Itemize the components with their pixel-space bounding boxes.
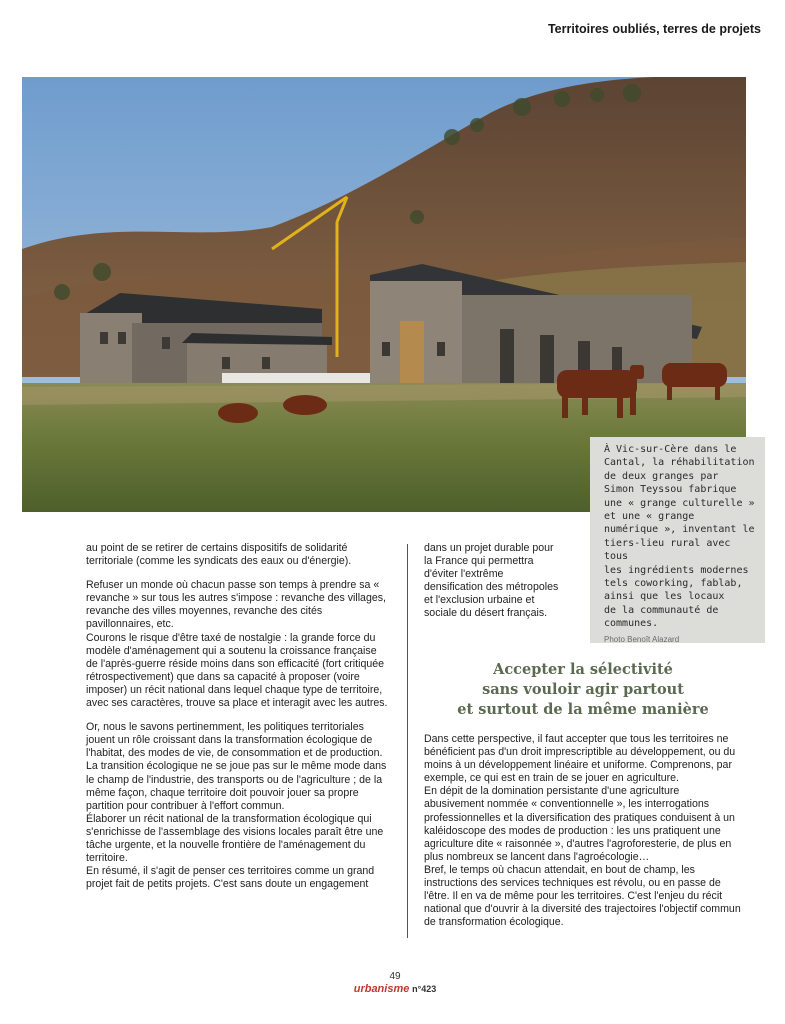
- caption-line: Cantal, la réhabilitation: [604, 457, 755, 469]
- caption-line: de deux granges par: [604, 470, 719, 482]
- magazine-logo: urbanisme: [353, 983, 410, 995]
- paragraph: Dans cette perspective, il faut accepter que tous les territoires ne bénéficient pas d'un droit imprescriptible au développement, ou du moins à un développement linéaire et uniforme. Comprenons, par exemple, ce qui est en train de se jouer en agriculture.: [424, 733, 736, 785]
- paragraph: Or, nous le savons pertinemment, les politiques territoriales jouent un rôle croissant dans la transformation écologique de l'habitat, des modes de vie, de consommation et de production. La transition écologique ne se joue pas sur le même mode dans le champ de l'industrie, des transports ou de l'agriculture ; de la même façon, chaque territoire doit pouvoir jouer sa propre partition pour contribuer à l'effort commun.: [86, 721, 387, 812]
- caption-line: tiers-lieu rural avec tous: [604, 537, 731, 563]
- caption-line: tels coworking, fablab,: [604, 578, 743, 590]
- right-column: [424, 733, 742, 929]
- middle-column: [424, 542, 564, 621]
- paragraph: Bref, le temps où chacun attendait, en bout de champ, les instructions des services techniques est révolu, ou en passe de l'être. Il en va de même pour les territoires. C'est l'enjeu du récit national que d'ouvrir à la diversité des trajectoires l'objectif commun de transformation écologique.: [424, 863, 741, 929]
- caption-line: À Vic-sur-Cère dans le: [604, 444, 737, 455]
- left-column: [86, 542, 388, 891]
- caption-line: Simon Teyssou fabrique: [604, 484, 737, 496]
- issue-number: n°423: [412, 984, 437, 994]
- paragraph: Refuser un monde où chacun passe son temps à prendre sa « revanche » sur tous les autres s'impose : revanche des villages, revanche des villes moyennes, revanche des cités pavillonnaires, etc.: [86, 579, 386, 631]
- paragraph: En dépit de la domination persistante d'une agriculture abusivement nommée « conventionnelle », les interrogations professionnelles et la diversification des pratiques conduisent à un kaléidoscope des modes de production : les uns pratiquent une agriculture dite « raisonnée », d'autres l'agroforesterie, de plus en plus nombreux se lancent dans l'agroécologie…: [424, 785, 735, 863]
- section-title: Territoires oubliés, terres de projets: [547, 22, 761, 36]
- paragraph: Élaborer un récit national de la transformation écologique qui s'enrichisse de l'assemblage des visions locales paraît être une tâche urgente, et la nouvelle frontière de l'aménagement du territoire.: [86, 812, 384, 865]
- paragraph: dans un projet durable pour la France qui permettra d'éviter l'extrême densification des métropoles et l'exclusion urbaine et sociale du désert français.: [424, 542, 559, 620]
- caption-line: et une « grange: [604, 511, 695, 523]
- paragraph: En résumé, il s'agit de penser ces territoires comme un grand projet fait de petits projets. C'est sans doute un engagement: [86, 865, 375, 891]
- heading-line: sans vouloir agir partout: [482, 681, 684, 698]
- paragraph: Courons le risque d'être taxé de nostalgie : la grande force du modèle d'aménagement qui a soutenu la croissance française de l'après-guerre réside moins dans son efficacité (fort critiquée rétrospectivement) que dans sa capacité à proposer (voire imposer) un récit national dans lequel chaque type de territoire, avec ses caractères, trouve sa place et interagit avec les autres.: [86, 631, 388, 710]
- heading-line: Accepter la sélectivité: [493, 661, 673, 678]
- section-heading: [424, 660, 742, 720]
- caption-line: les ingrédients modernes: [604, 564, 749, 576]
- photo-caption: [590, 437, 765, 643]
- column-divider: [407, 544, 408, 938]
- caption-line: numérique », inventant le: [604, 524, 755, 536]
- caption-line: communes.: [604, 618, 659, 630]
- caption-line: une « grange culturelle »: [604, 497, 755, 509]
- heading-line: et surtout de la même manière: [457, 701, 709, 718]
- page-footer: [340, 971, 450, 996]
- caption-line: ainsi que les locaux: [604, 591, 725, 603]
- photo-credit: Photo Benoît Alazard: [604, 634, 680, 644]
- caption-line: de la communauté de: [604, 604, 719, 616]
- caption-text: [604, 443, 755, 631]
- page-number: 49: [389, 971, 401, 982]
- paragraph: au point de se retirer de certains dispositifs de solidarité territoriale (comme les syndicats des eaux ou d'énergie).: [86, 542, 352, 568]
